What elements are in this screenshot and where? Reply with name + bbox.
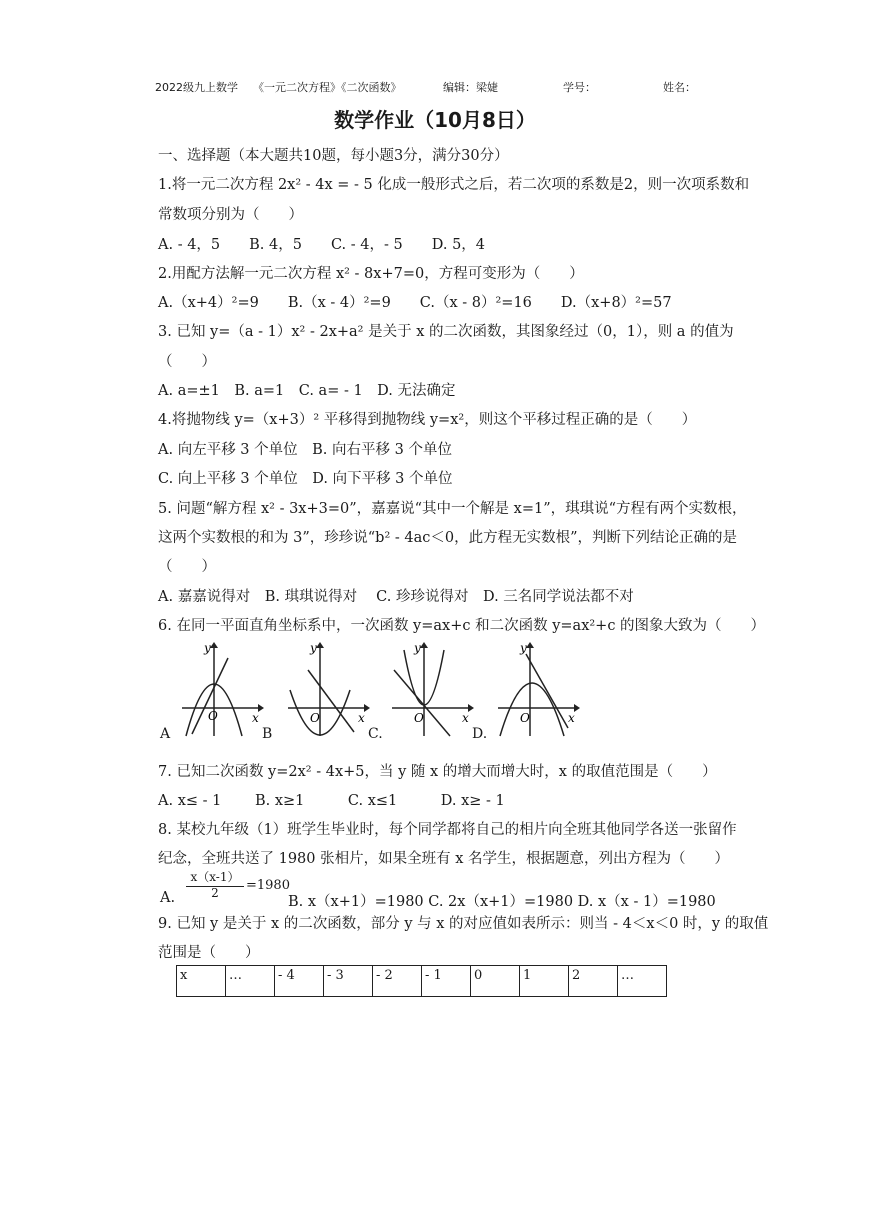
svg-text:x: x <box>568 711 575 725</box>
value-table <box>176 965 667 997</box>
svg-text:y: y <box>310 641 317 655</box>
question-line: 这两个实数根的和为 3”，珍珍说“b² - 4ac＜0，此方程无实数根”，判断下列结论正确的是 <box>158 530 737 546</box>
table-cell: 0 <box>471 966 520 997</box>
header-grade: 2022级九上数学 <box>155 81 238 94</box>
graph-option-a <box>178 640 264 740</box>
svg-text:y: y <box>204 641 211 655</box>
question-line: A. x≤ - 1 B. x≥1 C. x≤1 D. x≥ - 1 <box>158 793 505 809</box>
svg-text:y: y <box>414 641 421 655</box>
header-topic: 《一元二次方程》《二次函数》 <box>253 81 402 94</box>
svg-text:x: x <box>252 711 259 725</box>
q8-option-a-rhs: =1980 <box>246 878 290 893</box>
question-line: A. 向左平移 3 个单位 B. 向右平移 3 个单位 <box>158 442 452 458</box>
page-title: 数学作业（10月8日） <box>334 108 536 132</box>
question-line: 7. 已知二次函数 y=2x² - 4x+5，当 y 随 x 的增大而增大时，x 的取值范围是（ ） <box>158 764 717 780</box>
question-line: A. 嘉嘉说得对 B. 琪琪说得对 C. 珍珍说得对 D. 三名同学说法都不对 <box>158 589 634 605</box>
graph-label-a: A <box>160 726 171 742</box>
question-line: 1.将一元二次方程 2x² - 4x = - 5 化成一般形式之后，若二次项的系数是2，则一次项系数和 <box>158 177 750 193</box>
question-line: A. a=±1 B. a=1 C. a= - 1 D. 无法确定 <box>158 383 456 399</box>
graph-label-d: D. <box>472 726 488 742</box>
header-name: 姓名： <box>663 81 696 94</box>
question-line: 5. 问题“解方程 x² - 3x+3=0”，嘉嘉说“其中一个解是 x=1”，琪琪说“方程有两个实数根， <box>158 501 747 517</box>
header-editor: 编辑：梁婕 <box>443 81 498 94</box>
table-cell: … <box>618 966 667 997</box>
svg-text:O: O <box>520 711 530 725</box>
table-cell: - 1 <box>422 966 471 997</box>
question-line: 9. 已知 y 是关于 x 的二次函数，部分 y 与 x 的对应值如表所示：则当 - 4＜x＜0 时，y 的取值 <box>158 916 769 932</box>
question-line: 范围是（ ） <box>158 945 260 961</box>
question-line: 常数项分别为（ ） <box>158 207 303 223</box>
question-line: 6. 在同一平面直角坐标系中，一次函数 y=ax+c 和二次函数 y=ax²+c 的图象大致为（ ） <box>158 618 766 634</box>
svg-text:x: x <box>358 711 365 725</box>
table-cell: x <box>177 966 226 997</box>
graph-option-d <box>494 640 580 740</box>
q8-options-bcd: B. x（x+1）=1980 C. 2x（x+1）=1980 D. x（x - 1）=1980 <box>288 894 716 910</box>
question-line: 2.用配方法解一元二次方程 x² - 8x+7=0，方程可变形为（ ） <box>158 266 584 282</box>
table-cell: … <box>226 966 275 997</box>
graph-label-b: B <box>262 726 273 742</box>
q8-fraction-numerator: x（x-1） <box>186 868 244 887</box>
graph-label-c: C. <box>368 726 383 742</box>
svg-text:y: y <box>520 641 527 655</box>
table-row <box>177 966 667 997</box>
question-line: （ ） <box>158 559 216 575</box>
svg-text:x: x <box>462 711 469 725</box>
graph-option-c <box>388 640 474 740</box>
graph-option-b <box>284 640 370 740</box>
header-student-id: 学号： <box>563 81 596 94</box>
q8-fraction-denominator: 2 <box>211 886 219 900</box>
question-line: 一、选择题（本大题共10题，每小题3分，满分30分） <box>158 148 509 164</box>
question-line: （ ） <box>158 354 216 370</box>
question-line: A. - 4，5 B. 4，5 C. - 4，- 5 D. 5，4 <box>158 237 486 253</box>
question-line: 8. 某校九年级（1）班学生毕业时，每个同学都将自己的相片向全班其他同学各送一张留作 <box>158 822 737 838</box>
question-line: 纪念，全班共送了 1980 张相片，如果全班有 x 名学生，根据题意，列出方程为（ ） <box>158 851 730 867</box>
svg-text:O: O <box>310 711 320 725</box>
question-line: 3. 已知 y=（a - 1）x² - 2x+a² 是关于 x 的二次函数，其图象经过（0，1），则 a 的值为 <box>158 324 734 340</box>
origin-label-a: O <box>208 709 218 723</box>
question-line: C. 向上平移 3 个单位 D. 向下平移 3 个单位 <box>158 471 453 487</box>
table-cell: - 4 <box>275 966 324 997</box>
table-cell: - 3 <box>324 966 373 997</box>
q8-option-a-prefix: A. <box>160 890 176 906</box>
question-line: A.（x+4）²=9 B.（x - 4）²=9 C.（x - 8）²=16 D.（x+8）²=57 <box>158 295 672 311</box>
table-cell: - 2 <box>373 966 422 997</box>
table-cell: 1 <box>520 966 569 997</box>
table-cell: 2 <box>569 966 618 997</box>
svg-text:O: O <box>414 711 424 725</box>
question-line: 4.将抛物线 y=（x+3）² 平移得到抛物线 y=x²，则这个平移过程正确的是（ ） <box>158 412 697 428</box>
